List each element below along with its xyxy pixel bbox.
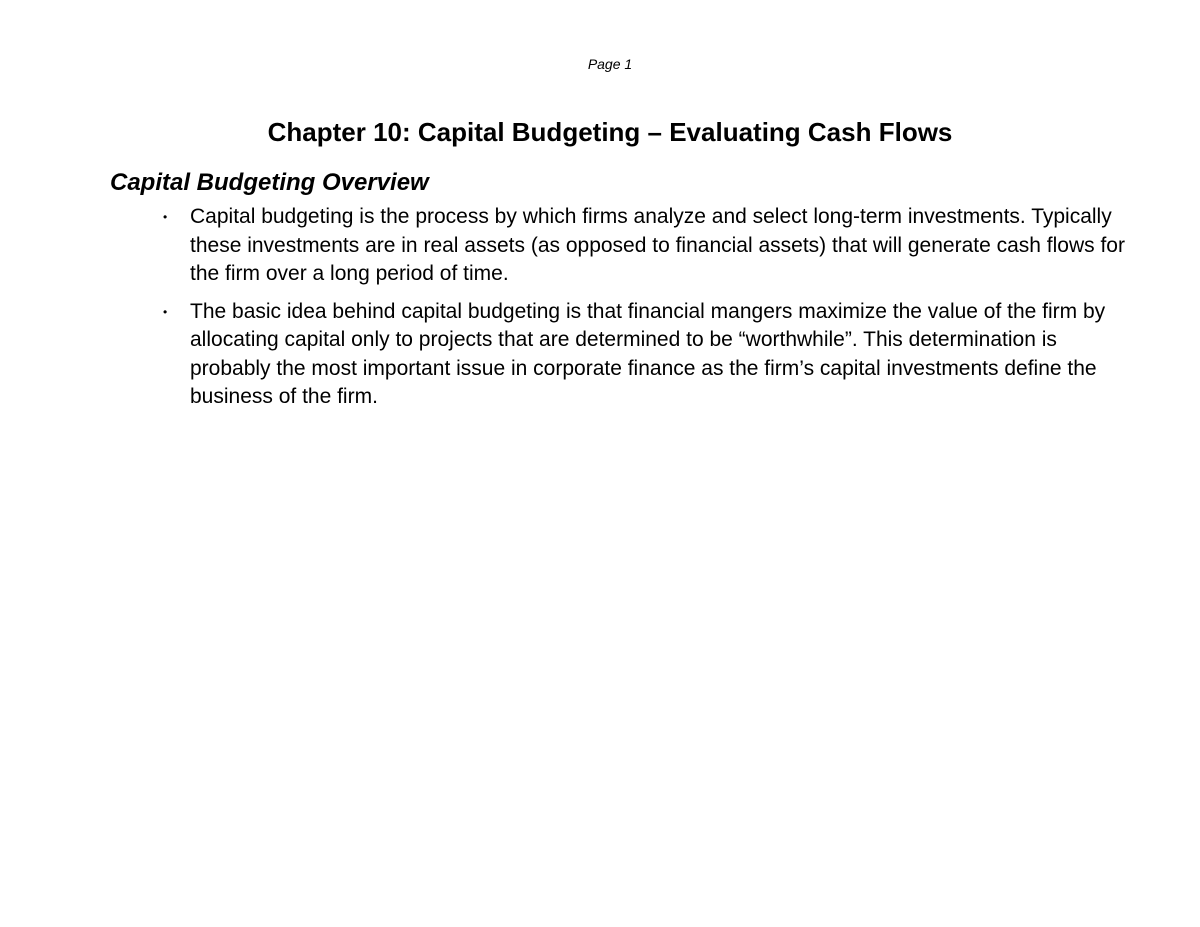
bullet-item xyxy=(160,203,1125,289)
bullet-dot-icon: • xyxy=(163,210,168,224)
section-heading: Capital Budgeting Overview xyxy=(110,169,429,196)
bullet-item xyxy=(160,298,1125,412)
bullet-dot-icon: • xyxy=(163,304,168,319)
chapter-title: Chapter 10: Capital Budgeting – Evaluating Cash Flows xyxy=(267,117,953,147)
bullet-text: The basic idea behind capital budgeting is that financial mangers maximize the value of the firm by allocating capital only to projects that are determined to be “worthwhile”. This determination is probably the most important issue in corporate finance as the firm’s capital investments define the business of the firm. xyxy=(190,299,1106,408)
bullet-list xyxy=(160,203,1125,421)
page-number: Page 1 xyxy=(587,56,633,72)
bullet-text: Capital budgeting is the process by which firms analyze and select long-term investments. Typically these investments are in real assets (as opposed to financial assets) that will generate cash flows for the firm over a long period of time. xyxy=(190,205,1125,285)
